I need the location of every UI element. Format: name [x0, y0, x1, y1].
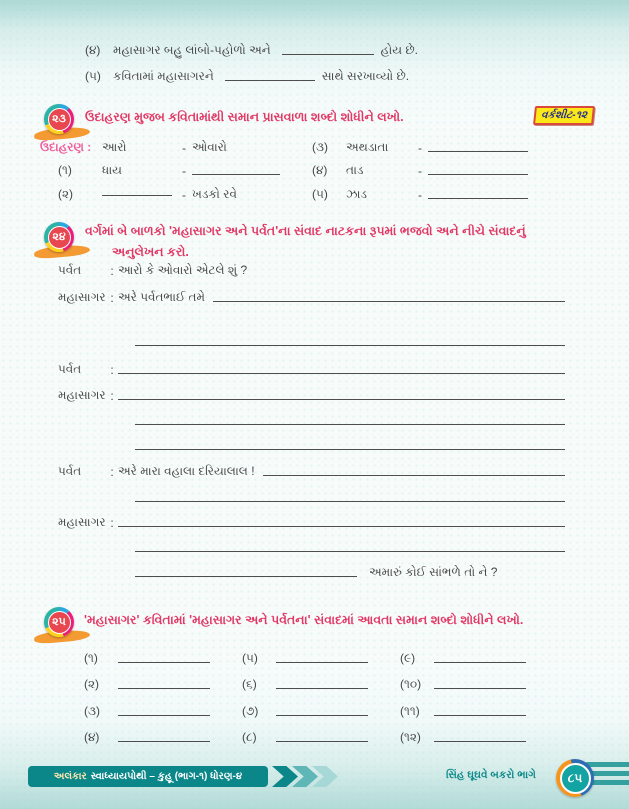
answer-cell	[242, 651, 400, 666]
answer-cell	[84, 730, 242, 745]
q24-title-line1: વર્ગમાં બે બાળકો 'મહાસાગર અને પર્વત'ના સંવાદ નાટકના રૂપમાં ભજવો અને નીચે સંવાદનું	[85, 224, 526, 238]
answers-row	[84, 719, 560, 746]
fill-item-5	[85, 64, 411, 84]
dialogue-row	[135, 327, 565, 349]
answer-blank	[135, 575, 357, 577]
answer-blank	[276, 661, 368, 663]
dialogue-row	[135, 406, 565, 428]
page-number-badge	[556, 759, 594, 797]
colon: :	[110, 465, 114, 479]
answer-blank	[118, 740, 210, 742]
dash: -	[182, 140, 186, 155]
answer-cell	[84, 651, 242, 666]
answer-blank	[434, 661, 526, 663]
dialogue-row	[135, 431, 565, 453]
answer-blank	[118, 661, 210, 663]
answer-blank	[276, 740, 368, 742]
speaker-label: પર્વત	[58, 362, 82, 376]
rhyme-word: આરો	[102, 139, 127, 154]
dialogue-row	[58, 283, 565, 305]
answer-blank	[135, 550, 565, 552]
dialogue-row	[58, 256, 565, 278]
q25-title: 'મહાસાગર' કવિતામાં 'મહાસાગર અને પર્વતના' સંવાદમાં આવતા સમાન શબ્દો શોધીને લખો.	[84, 613, 524, 627]
rhyme-row	[40, 131, 570, 155]
rhyme-grid	[40, 131, 570, 202]
speaker-label: મહાસાગર	[58, 388, 106, 402]
rhyme-word: ધાય	[102, 163, 122, 177]
answer-blank	[428, 197, 528, 199]
question-number-badge	[44, 222, 74, 252]
answer-blank	[213, 300, 565, 302]
answer-cell	[242, 677, 400, 692]
question-number: ૨૫	[48, 611, 71, 634]
item-number: (૨)	[84, 677, 100, 691]
answer-blank	[135, 448, 565, 450]
answer-blank	[282, 53, 374, 55]
question-number: ૨૪	[48, 226, 71, 249]
answer-blank	[118, 687, 210, 689]
rhyme-row	[40, 155, 570, 179]
q23-title: ઉદાહરણ મુજબ કવિતામાંથી સમાન પ્રાસવાળા શબ્દો શોધીને લખો.	[85, 110, 404, 124]
colon: :	[110, 363, 114, 377]
rhyme-word: ઝાડ	[346, 186, 367, 201]
dialogue-row	[135, 483, 565, 505]
answer-blank	[118, 714, 210, 716]
dash: -	[418, 164, 422, 178]
answer-cell	[84, 704, 242, 719]
dialogue-trailing-text: અમારું કોઈ સાંભળે તો ને ?	[369, 565, 498, 579]
speaker-label: મહાસાગર	[58, 290, 106, 304]
item-number: (૪)	[84, 730, 100, 744]
colon: :	[110, 291, 114, 305]
answer-cell	[400, 730, 558, 745]
item-number: (૭)	[242, 703, 259, 718]
footer-chapter-title: સિંહ ઘૂઘવે બકરો ભાગે	[446, 769, 536, 781]
answer-blank	[225, 79, 315, 81]
item-number: (૫)	[242, 650, 258, 665]
item-number: (૨)	[58, 186, 74, 201]
answer-blank	[118, 398, 565, 400]
dialogue-row	[135, 533, 565, 555]
item-number: (૯)	[400, 650, 416, 665]
answer-blank	[135, 500, 565, 502]
speaker-label: પર્વત	[58, 263, 82, 277]
colon: :	[110, 389, 114, 403]
rhyme-row	[40, 178, 570, 202]
speaker-label: પર્વત	[58, 464, 82, 478]
colon: :	[110, 264, 114, 278]
answer-blank	[434, 687, 526, 689]
item-number: (૮)	[242, 730, 257, 744]
rhyme-word: ઓવારો	[192, 139, 227, 154]
answer-blank	[102, 194, 172, 196]
question-number: ૨૩	[48, 108, 71, 131]
answer-blank	[135, 344, 565, 346]
answer-blank	[118, 525, 565, 527]
answer-cell	[242, 704, 400, 719]
answers-row	[84, 666, 560, 693]
item-number: (૫)	[85, 69, 101, 83]
answer-cell	[242, 730, 400, 745]
item-number: (૪)	[312, 163, 328, 177]
answer-blank	[276, 687, 368, 689]
question-number-badge	[44, 607, 74, 637]
dialogue-text: અરે મારા વહાલા દરિયાલાલ !	[118, 464, 255, 478]
item-number: (૧)	[84, 650, 98, 665]
dialogue-row	[135, 558, 565, 580]
answer-blank	[192, 173, 280, 175]
item-number: (૧૨)	[400, 730, 421, 744]
dash: -	[182, 164, 186, 178]
answers-row	[84, 692, 560, 719]
item-text-before: કવિતામાં મહાસાગરને	[113, 69, 214, 83]
dialogue-row	[58, 355, 565, 377]
item-number: (૩)	[84, 703, 100, 718]
rhyme-word: તાડ	[346, 163, 364, 177]
answers-grid	[84, 639, 560, 745]
chevron-right-icon	[272, 766, 298, 787]
answer-blank	[434, 714, 526, 716]
dialogue-text: આરો કે ઓવારો એટલે શું ?	[118, 263, 248, 277]
fill-item-4	[85, 38, 420, 58]
dash: -	[182, 187, 186, 202]
answer-blank	[428, 150, 528, 152]
speaker-label: મહાસાગર	[58, 515, 106, 529]
dialogue-row	[58, 508, 565, 530]
answer-blank	[434, 740, 526, 742]
rhyme-word: ખડકો રવે	[192, 186, 237, 201]
footer-series: સ્વાધ્યાયપોથી – કુહૂ (ભાગ-૧) ધોરણ-૪	[90, 771, 243, 782]
colon: :	[110, 516, 114, 530]
answer-blank	[263, 474, 565, 476]
question-number-badge	[44, 104, 74, 134]
item-number: (૩)	[312, 139, 328, 154]
item-number: (૪)	[85, 43, 101, 57]
q24-title-line2: અનુલેખન કરો.	[112, 245, 189, 259]
answers-row	[84, 639, 560, 666]
example-label: ઉદાહરણ :	[40, 139, 92, 154]
item-number: (૧૧)	[400, 703, 420, 718]
answer-cell	[400, 704, 558, 719]
answer-cell	[84, 677, 242, 692]
answer-blank	[428, 173, 528, 175]
dialogue-text: અરે પર્વતભાઈ તમે	[118, 290, 205, 304]
item-text-before: મહાસાગર બહુ લાંબો-પહોળો અને	[113, 43, 271, 57]
worksheet-badge: વર્કશીટ-૧૨	[533, 106, 595, 125]
dialogue-row	[58, 457, 565, 479]
item-text-after: હોય છે.	[380, 43, 418, 57]
answer-blank	[118, 372, 565, 374]
item-text-after: સાથે સરખાવ્યો છે.	[321, 69, 410, 83]
page-number: ૮૫	[560, 763, 591, 794]
item-number: (૬)	[242, 677, 257, 691]
item-number: (૧)	[58, 163, 72, 177]
footer-stripe-decoration	[585, 762, 629, 767]
dash: -	[418, 187, 422, 202]
footer-book-title	[28, 766, 268, 787]
answer-cell	[400, 651, 558, 666]
footer-brand: અલંકાર	[53, 771, 87, 782]
dash: -	[418, 140, 422, 155]
dialogue-row	[58, 381, 565, 403]
answer-cell	[400, 677, 558, 692]
answer-blank	[135, 423, 565, 425]
item-number: (૫)	[312, 186, 328, 201]
answer-blank	[276, 714, 368, 716]
item-number: (૧૦)	[400, 677, 422, 691]
rhyme-word: અથડાતા	[346, 139, 389, 154]
